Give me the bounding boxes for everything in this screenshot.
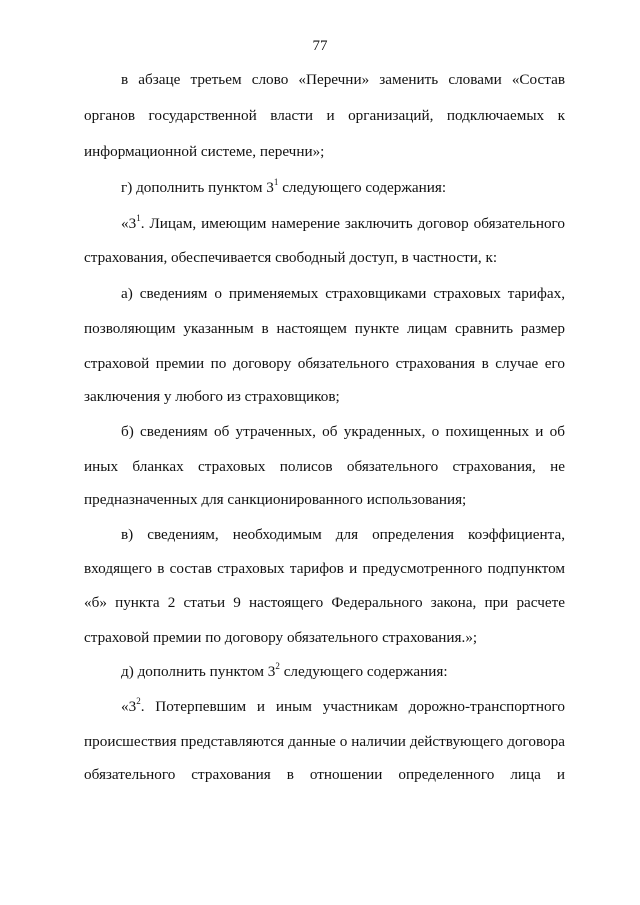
- text-fragment: следующего содержания:: [279, 663, 448, 680]
- page-number: 77: [312, 38, 328, 54]
- text-line: [121, 214, 565, 234]
- text-line: страховой премии по договору обязательного страхования.»;: [84, 629, 478, 646]
- superscript: 2: [275, 660, 280, 671]
- text-fragment: г) дополнить пунктом 3: [121, 179, 274, 196]
- text-fragment: д) дополнить пунктом 3: [121, 663, 276, 680]
- superscript: 1: [273, 176, 279, 187]
- text-line: а) сведениям о применяемых страховщиками страховых тарифах,: [121, 285, 565, 302]
- superscript: 1: [136, 212, 141, 223]
- text-line: в) сведениям, необходимым для определения коэффициента,: [121, 526, 565, 543]
- text-fragment: . Лицам, имеющим намерение заключить договор обязательного: [140, 215, 565, 232]
- text-line: органов государственной власти и организаций, подключаемых к: [84, 107, 565, 124]
- text-line: обязательного страхования в отношении определенного лица и: [84, 766, 565, 783]
- text-fragment: «3: [121, 698, 137, 715]
- text-line: иных бланках страховых полисов обязательного страхования, не: [84, 458, 565, 475]
- text-line: предназначенных для санкционированного использования;: [84, 491, 467, 508]
- text-fragment: «3: [121, 215, 137, 232]
- text-fragment: . Потерпевшим и иным участникам дорожно-транспортного: [140, 698, 565, 715]
- text-line: [121, 662, 565, 682]
- text-line: происшествия представляются данные о наличии действующего договора: [84, 733, 565, 750]
- text-line: в абзаце третьем слово «Перечни» заменить словами «Состав: [121, 71, 565, 88]
- text-line: входящего в состав страховых тарифов и предусмотренного подпунктом: [84, 560, 565, 577]
- text-fragment: следующего содержания:: [278, 179, 447, 196]
- text-line: «б» пункта 2 статьи 9 настоящего Федерального закона, при расчете: [84, 594, 565, 611]
- text-line: б) сведениям об утраченных, об украденных, о похищенных и об: [121, 423, 565, 440]
- text-line: [121, 178, 565, 198]
- superscript: 2: [136, 695, 141, 706]
- text-line: [121, 697, 565, 717]
- text-line: страховой премии по договору обязательного страхования в случае его: [84, 355, 565, 372]
- text-line: позволяющим указанным в настоящем пункте лицам сравнить размер: [84, 320, 565, 337]
- text-line: страхования, обеспечивается свободный доступ, в частности, к:: [84, 249, 498, 266]
- text-line: информационной системе, перечни»;: [84, 143, 325, 160]
- text-line: заключения у любого из страховщиков;: [84, 388, 340, 405]
